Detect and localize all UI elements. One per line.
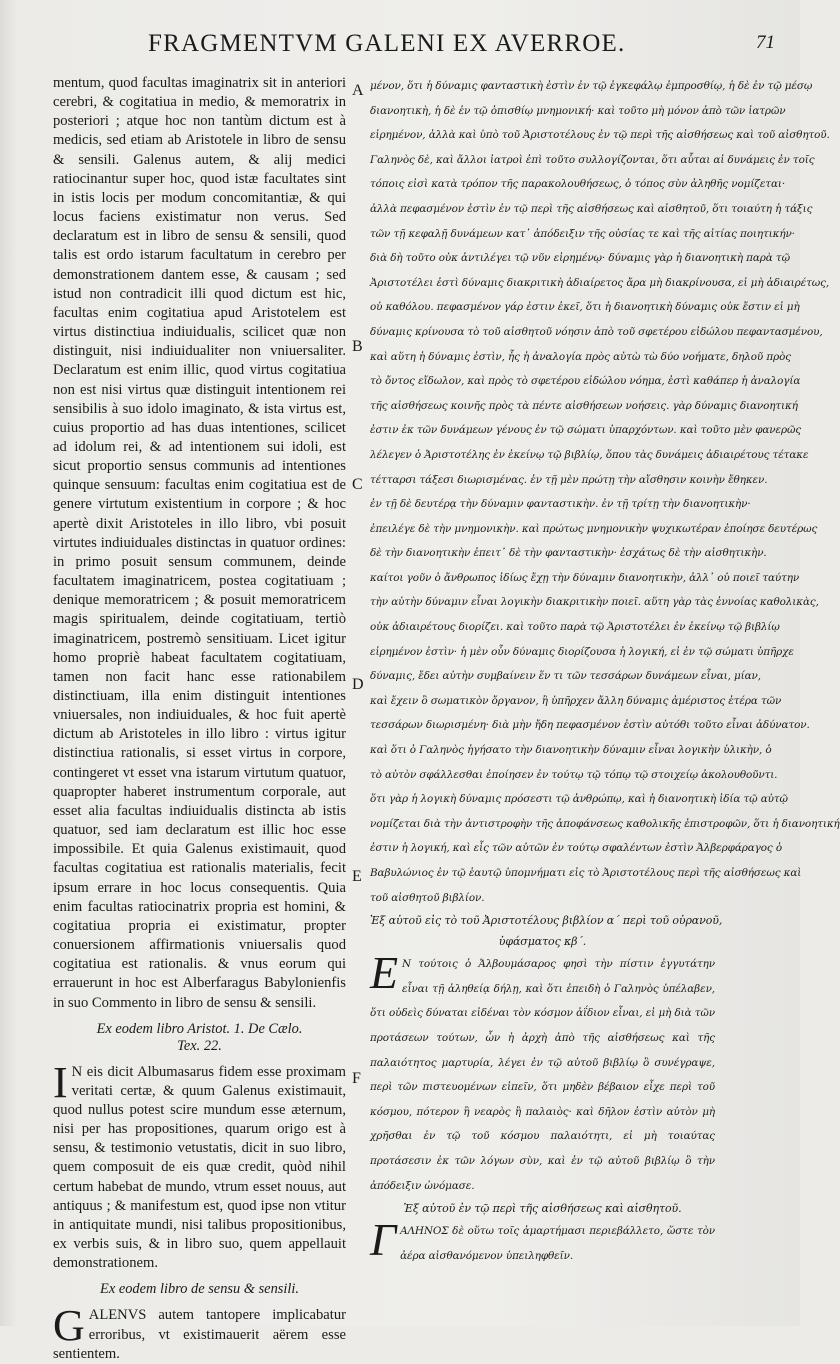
greek-line: Βαβυλώνιος ἐν τῷ ἑαυτῷ ὑπομνήματι εἰς τὸ Ἀριστοτέλους περὶ τῆς αἰσθήσεως καὶ (370, 867, 802, 879)
greek-line: τὸ ὄντος εἴδωλον, καὶ πρὸς τὸ σφετέρου εἰδώλου νόημα, ἐστὶ καθάπερ ἡ ἀναλογία (370, 375, 801, 388)
page-header (0, 24, 800, 74)
margin-letter-a: A (352, 82, 364, 99)
greek-line: ἐστιν ἐκ τῶν δυνάμεων γένους ἐν τῷ σώματι ὑπαρχόντων. καὶ τοῦτο μὲν φανερῶς (370, 424, 802, 437)
page-number: 71 (756, 32, 775, 53)
section-heading: Ἐξ αὐτοῦ ἐν τῷ περὶ τῆς αἰσθήσεως καὶ αἰσθητοῦ. (403, 1202, 682, 1216)
latin-paragraph-text: ALENVS autem tantopere implicabatur erroribus, vt existimauerit aërem esse sentientem. (53, 1307, 346, 1362)
greek-column (370, 74, 840, 1268)
drop-initial: Ε (370, 947, 398, 999)
latin-paragraph (53, 1057, 346, 1274)
margin-letter-f: F (352, 1070, 361, 1087)
drop-initial: G (53, 1301, 85, 1351)
section-heading: Ἐξ αὐτοῦ εἰς τὸ τοῦ Ἀριστοτέλους βιβλίον α´ περὶ τοῦ οὐρανοῦ, (370, 914, 723, 928)
drop-initial: I (53, 1057, 68, 1107)
greek-line: λέλεγεν ὁ Ἀριστοτέλης ἐν ἐκείνῳ τῷ βιβλίῳ, ὅπου τὰς δυνάμεις ἀδιαιρέτους τέτακε (370, 448, 809, 461)
greek-line: καὶ ὅτι ὁ Γαληνὸς ἡγήσατο τὴν διανοητικὴν δύναμιν εἶναι λογικὴν ὑλικὴν, ὁ (370, 744, 772, 757)
section-subheading: Tex. 22. (177, 1037, 222, 1054)
greek-line: εἰρημένον ἐστὶν· ἡ μὲν οὖν δύναμις διορίζουσα ἡ λογική, εἰ ἐν τῷ σώματι ὑπῆρχε (370, 645, 794, 658)
greek-line: καὶ ἔχειν ὂ σωματικὸν ὄργανον, ἢ ὑπῆρχεν ἄλλη δύναμις ἀμέριστος ἑτέρα τῶν (370, 694, 782, 707)
greek-paragraph-text: Ν τούτοις ὁ Ἀλβουμάσαρος φησὶ τὴν πίστιν ἐγγυτάτην εἶναι τῇ ἀληθείᾳ δήλῃ, καὶ ὅτι ἐπειδὴ ὁ Γαληνὸς ὑπέλαβεν, ὅτι οὐδεὶς δύναται εἰδέναι τὸν κόσμον ἀΐδιον εἶναι, εἰ μὴ διὰ τῶν προτάσεων τούτων, ὧν ἡ ἀρχὴ ἀπὸ τῆς αἰσθήσεως καὶ τῆς παλαιότητος μαρτυρία, λέγει ἐν τῷ αὐτοῦ βιβλίῳ ὃ συνέγραψε, περὶ τῶν πιστευομένων εἰπεῖν, ὅτι μηδὲν βέβαιον εἶχε περὶ τοῦ κόσμου, πότερον ἢ νεαρὸς ἢ παλαιὸς· καὶ δῆλον ἐστὶν αὐτὸν μὴ χρῆσθαι ἐν τῷ τοῦ κόσμου παλαιότητι, εἰ μὴ τοιαύτας προτάσεσιν ἐκ τῶν λόγων σὺν, καὶ ἐν τῷ αὐτοῦ βιβλίῳ ὃ τὴν ἀπόδειξιν ὠνόμασε. (370, 958, 715, 1192)
drop-initial: Γ (370, 1214, 397, 1266)
greek-line: ἐν τῇ δὲ δευτέρᾳ τὴν δύναμιν φανταστικὴν. ἐν τῇ τρίτῃ τὴν διανοητικὴν· (370, 498, 751, 511)
greek-line: Γαληνὸς δὲ, καὶ ἄλλοι ἰατροὶ ἐπὶ τοῦτο συλλογίζονται, ὅτι αὗται αἱ δυνάμεις ἐν τοῖς (370, 153, 815, 166)
greek-paragraph-text: ΑΛΗΝΟΣ δὲ οὕτω τοῖς ἁμαρτήμασι περιεβάλλετο, ὥστε τὸν ἀέρα αἰσθανόμενον ὑπειληφθεῖν. (400, 1225, 715, 1262)
greek-line: καίτοι γοῦν ὁ ἄνθρωπος ἰδίως ἔχῃ τὴν δύναμιν διανοητικὴν, ἀλλ᾽ οὐ ποιεῖ ταύτην (370, 571, 800, 584)
greek-line: ὅτι γὰρ ἡ λογικὴ δύναμις πρόσεστι τῷ ἀνθρώπῳ, καὶ ἡ διανοητικὴ ἰδία τῷ αὐτῷ (370, 793, 788, 806)
latin-paragraph-text: N eis dicit Albumasarus fidem esse proximam veritati certæ, & quum Galenus existimauit, quod nullus potest scire mundum esse æternum, nisi per has propositiones, quarum origo est à sensu, & testimonio vetustatis, dicit in suo libro, quem composuit de eis quæ credit, quòd nihil certum habebat de mundo, vtrum esset nouus, aut antiquus ; & manifestum est, quod ipse non vtitur in antiquitate mundi, nisi talibus propositionibus, ex verbis suis, & in libro suo, quem appellauit demonstrationem. (53, 1063, 346, 1272)
greek-line: τεσσάρων διωρισμένη· διὰ μὴν ἤδη πεφασμένον ἐστὶν αὐτόθι τοῦτο εἶναι ἀδύνατον. (370, 719, 810, 732)
section-heading: Ex eodem libro de sensu & sensili. (100, 1281, 299, 1298)
greek-line: τοῦ αἰσθητοῦ βιβλίον. (370, 891, 485, 904)
greek-line: δύναμις κρίνουσα τὸ τοῦ αἰσθητοῦ νόησιν ἀπὸ τοῦ σφετέρου εἰδώλου πεφαντασμένου, (370, 325, 823, 338)
greek-line: δύναμις, ἔδει αὐτὴν συμβαίνειν ἕν τι τῶν τεσσάρων δυνάμεων εἶναι, μίαν, (370, 670, 761, 683)
greek-line: τῆς αἰσθήσεως κοινῆς πρὸς τὰ πέντε αἰσθήσεων νοήσεις. γὰρ δύναμις διανοητική (370, 399, 798, 412)
greek-line: τὴν αὐτὴν δύναμιν εἶναι λογικὴν διακριτικὴν ποιεῖ. αὕτη γὰρ τὰς ἐννοίας καθολικὰς, (370, 596, 819, 609)
greek-paragraph (370, 947, 715, 1198)
latin-column (53, 74, 346, 1364)
margin-letter-b: B (352, 338, 363, 355)
greek-line: ἐστιν ἡ λογική, καὶ εἷς τῶν αὐτῶν ἐν τούτῳ σφαλέντων ἐστὶν Ἀλβερφάραγος ὁ (370, 842, 782, 855)
section-heading: Ex eodem libro Aristot. 1. De Cælo. (96, 1020, 303, 1037)
greek-line: Ἀριστοτέλει ἐστὶ δύναμις διακριτικὴ ἀδιαίρετος ἄρα μὴ διακρίνουσα, εἰ μὴ ἀδιαιρέτως, (370, 276, 830, 289)
latin-paragraph (53, 1301, 346, 1363)
greek-line: ἐπειλέγε δὲ τὴν μνημονικὴν. καὶ πρώτως μνημονικὴν ψυχικωτέραν ἐποίησε δευτέρως (370, 522, 818, 535)
greek-line: οὐ καθόλου. πεφασμένον γάρ ἐστιν ἐκεῖ, ὅτι ἡ διανοητικὴ δύναμις οὐκ ἔστιν εἰ μὴ (370, 301, 800, 314)
greek-line: καὶ αὕτη ἡ δύναμις ἐστὶν, ἧς ἡ ἀναλογία πρὸς αὐτὼ τὼ δύο νοήματε, δηλοῦ πρὸς (370, 350, 791, 363)
running-title: FRAGMENTVM GALENI EX AVERROE. (148, 30, 626, 57)
greek-line: δὲ τὴν διανοητικὴν ἐπειτ᾽ δὲ τὴν φανταστικὴν· ἐσχάτως δὲ τὴν αἰσθητικὴν. (370, 547, 767, 560)
latin-paragraph: mentum, quod facultas imaginatrix sit in anteriori cerebri, & cogitatiua in medio, & memoratrix in posteriori ; atque hoc non tantùm dictum est à medicis, sed etiam ab Aristotele in libro de sensu & sensili. Galenus autem, & alij medici ratiocinantur super hoc, quod istæ facultates sint in istis locis per modum concomitantiæ, & qui locus faciens existimatur non verus. Sed declaratum est in libro de sensu & sensili, quod talis est ordo istarum facultatum in cerebro per demonstrationem dantem esse, & causam ; sed istud non contradicit illi quod dictum est hic, facultas enim cogitatiua apud Aristotelem est virtus distinctiua indiuidualis, scilicet quæ non distinguit, nisi indiuidualiter non vniuersaliter. Declaratum est enim illic, quod virtus cogitatiua non est nisi virtus quæ distinguit intentionem rei sensibilis à suo idolo imaginato, & ista virtus est, cuius proportio ad has duas intentiones, scilicet ad idolum rei, & ad intentionem sui idoli, est sicut proportio sensus communis ad intentiones quinque sensuum: facultas enim cogitatiua est de genere virtutum existentium in corpore ; & hoc apertè dixit Aristoteles in illo libro, vbi posuit virtutes indiuiduales distinctas in quatuor ordines: in primo posuit sensum communem, deinde facultatem imaginatricem, postea cogitatiuam ; denique memoratricem ; & posuit memoratricem magis spiritualem, deinde cogitatiuam, tertiò imaginatricem, postremò sensitiuam. Licet igitur homo propriè habeat facultatem cogitatiuam, tamen non facit hanc esse rationabilem distinctiuam, illa enim distinguit intentiones vniuersales, non indiuiduales, & hoc fuit apertè dictum ab Aristoteles in illo libro : virtus igitur distinctiua rationalis, si esset virtus in corpore, contingeret vt esset vna istarum virtutum quatuor, quapropter haberet instrumentum corporale, aut esset alia facultas indiuidualis distincta ab istis quatuor, sed iam declaratum est illic hoc esse impossibile. Et quia Galenus existimauit, quod facultas cogitatiua est rationalis materialis, fecit ipsum errare in hoc locus consequentis. Quia enim facultas ratiocinatrix propria est homini, & cogitatiua propria ei existimatur, propter conuersionem affirmationis vniuersalis quod cogitatiua est rationalis. & vnus eorum qui errauerunt in hoc est Alberfaragus Babylonienfis in suo Commento in libro de sensu & sensili. (53, 75, 346, 1011)
greek-line: τὸ αὐτὸν σφάλλεσθαι ἐποίησεν ἐν τούτῳ τῷ τόπῳ τῷ στοιχείῳ ἀκολουθοῦντι. (370, 768, 778, 781)
greek-line: διὰ δὴ τοῦτο οὐκ ἀντιλέγει τῷ νῦν εἰρημένῳ· δύναμις γὰρ ἡ διανοητικὴ παρὰ τῷ (370, 252, 790, 265)
greek-paragraph (370, 1214, 715, 1268)
section-subheading: ὑφάσματος κβ´. (498, 935, 587, 949)
margin-letter-c: C (352, 476, 363, 493)
greek-lines (370, 74, 840, 910)
margin-letter-d: D (352, 676, 364, 693)
greek-line: τόποις εἰσὶ κατὰ τρόπον τῆς παρακολουθήσεως, ὁ τόπος σὺν ἀληθῆς νομίζεται· (370, 178, 786, 191)
margin-letter-e: E (352, 868, 362, 885)
greek-line: εἰρημένον, ἀλλὰ καὶ ὑπὸ τοῦ Ἀριστοτέλους ἐν τῷ περὶ τῆς αἰσθήσεως καὶ τοῦ αἰσθητοῦ. (370, 129, 830, 142)
greek-line: νομίζεται διὰ τὴν ἀντιστροφὴν τῆς ἀποφάνσεως καθολικῆς ἐπιστροφῶν, ὅτι ἡ διανοητική (370, 817, 840, 830)
greek-line: μένον, ὅτι ἡ δύναμις φανταστικὴ ἐστὶν ἐν τῷ ἐγκεφάλῳ ἐμπροσθίῳ, ἡ δὲ ἐν τῷ μέσῳ (370, 80, 813, 92)
greek-line: τέτταρσι τάξεσι διωρισμένας. ἐν τῇ μὲν πρώτῃ τὴν αἴσθησιν κοινὴν ἔθηκεν. (370, 473, 768, 486)
greek-line: οὐκ ἀδιαιρέτους διορίζει. καὶ τοῦτο παρὰ τῷ Ἀριστοτέλει ἐν ἐκείνῳ τῷ βιβλίῳ (370, 621, 780, 634)
greek-line: ἀλλὰ πεφασμένον ἐστὶν ἐν τῷ περὶ τῆς αἰσθήσεως καὶ αἰσθητοῦ, ὅτι τοιαύτη ἡ τάξις (370, 202, 813, 215)
greek-line: τῶν τῇ κεφαλῇ δυνάμεων κατ᾽ ἀπόδειξιν τῆς οὐσίας τε καὶ τῆς αἰτίας ποιητικήν· (370, 227, 795, 240)
greek-line: διανοητικὴ, ἡ δὲ ἐν τῷ ὀπισθίῳ μνημονική· καὶ τοῦτο μὴ μόνον ἀπὸ τῶν ἰατρῶν (370, 104, 786, 117)
